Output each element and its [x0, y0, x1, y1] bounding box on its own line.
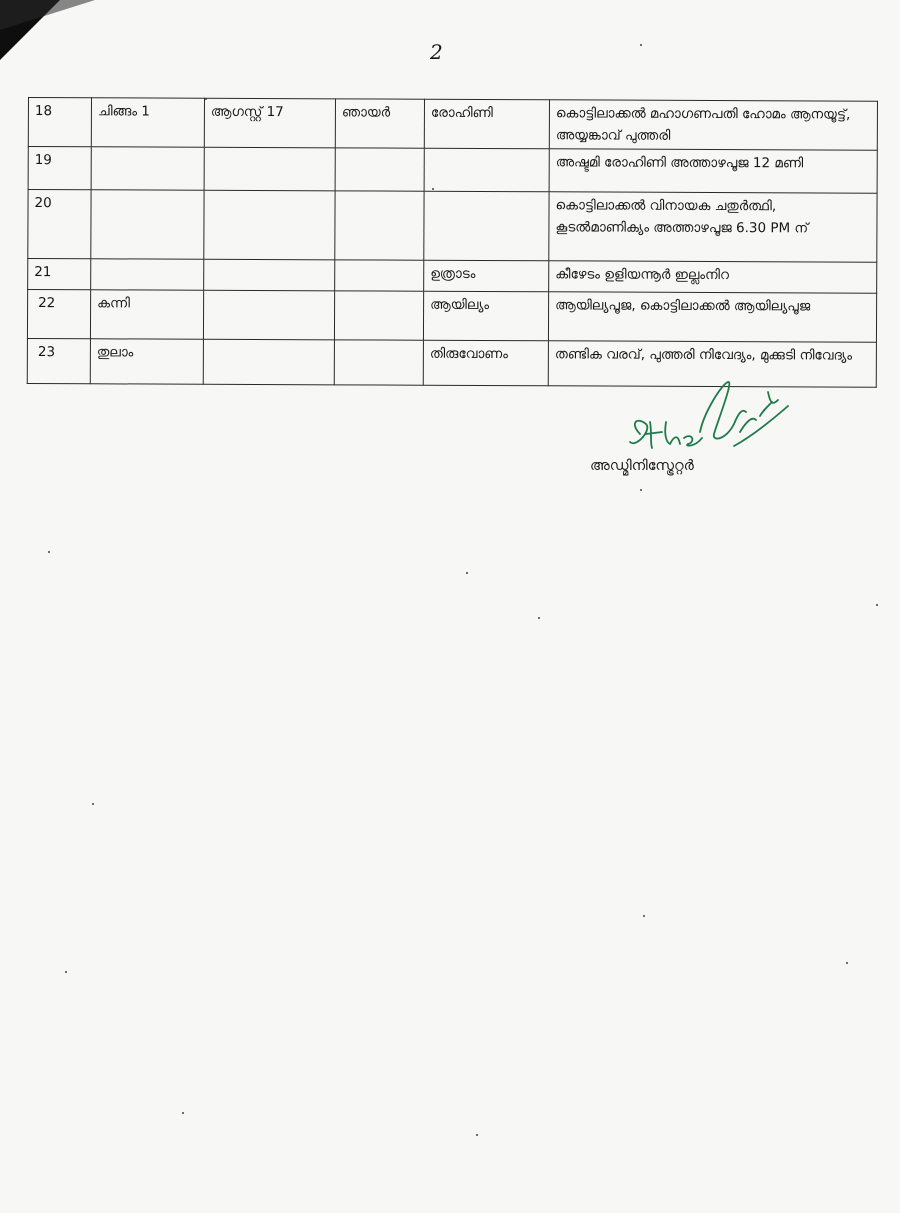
- date: [204, 147, 335, 191]
- row-number: 22: [27, 290, 90, 339]
- date: [204, 190, 335, 260]
- scan-shadow-edge: [0, 0, 95, 30]
- date: [204, 259, 335, 291]
- designation-label: അഡ്മിനിസ്ട്രേറ്റർ: [590, 458, 694, 474]
- malayalam-month: തുലാം: [90, 339, 203, 384]
- signature-stroke: [630, 421, 702, 448]
- event: കൊട്ടിലാക്കൽ വിനായക ചതുർത്ഥി, കൂടൽമാണിക്യം അത്താഴപൂജ 6.30 PM ന്: [549, 192, 877, 262]
- date: [203, 290, 334, 340]
- signature-stroke: [700, 382, 788, 446]
- star: [424, 191, 549, 261]
- weekday: [334, 291, 423, 340]
- weekday: [335, 148, 424, 191]
- event: ആയില്യപൂജ, കൊട്ടിലാക്കൽ ആയില്യപൂജ: [548, 292, 876, 342]
- weekday: [334, 340, 423, 385]
- star: [424, 148, 549, 192]
- row-number: 21: [28, 259, 91, 290]
- weekday: [335, 260, 424, 291]
- weekday: [335, 191, 424, 260]
- page-number: 2: [430, 40, 443, 64]
- malayalam-month: [91, 259, 204, 290]
- row-number: 20: [28, 190, 91, 259]
- malayalam-month: [91, 190, 204, 259]
- date: ആഗസ്റ്റ് 17: [204, 98, 335, 148]
- date: [203, 339, 334, 385]
- star: രോഹിണി: [424, 99, 549, 149]
- table-row: [28, 259, 877, 294]
- weekday: ഞായർ: [335, 99, 424, 148]
- event: കൊട്ടിലാക്കൽ മഹാഗണപതി ഹോമം ആനയൂട്ട്, അയ്യങ്കാവ് പുത്തരി: [549, 100, 877, 150]
- row-number: 18: [28, 98, 91, 147]
- table-row: [28, 98, 877, 151]
- festival-schedule-table: [27, 97, 878, 388]
- malayalam-month: [91, 147, 204, 190]
- row-number: 23: [27, 338, 90, 383]
- table-row: [27, 290, 876, 343]
- event: തണ്ടിക വരവ്, പുത്തരി നിവേദ്യം, മുക്കുടി നിവേദ്യം: [548, 341, 876, 387]
- table-row: [28, 147, 877, 194]
- handwritten-signature: [622, 372, 792, 462]
- star: ഉത്രാടം: [424, 260, 549, 292]
- event: കീഴേടം ഉളിയന്നൂർ ഇല്ലംനിറ: [549, 261, 877, 293]
- malayalam-month: ചിങ്ങം 1: [91, 98, 204, 147]
- row-number: 19: [28, 147, 91, 190]
- event: അഷ്ടമി രോഹിണി അത്താഴപൂജ 12 മണി: [549, 149, 877, 193]
- table-row: [28, 190, 877, 263]
- star: തിരുവോണം: [423, 340, 548, 386]
- star: ആയില്യം: [423, 291, 548, 341]
- malayalam-month: കന്നി: [90, 290, 203, 339]
